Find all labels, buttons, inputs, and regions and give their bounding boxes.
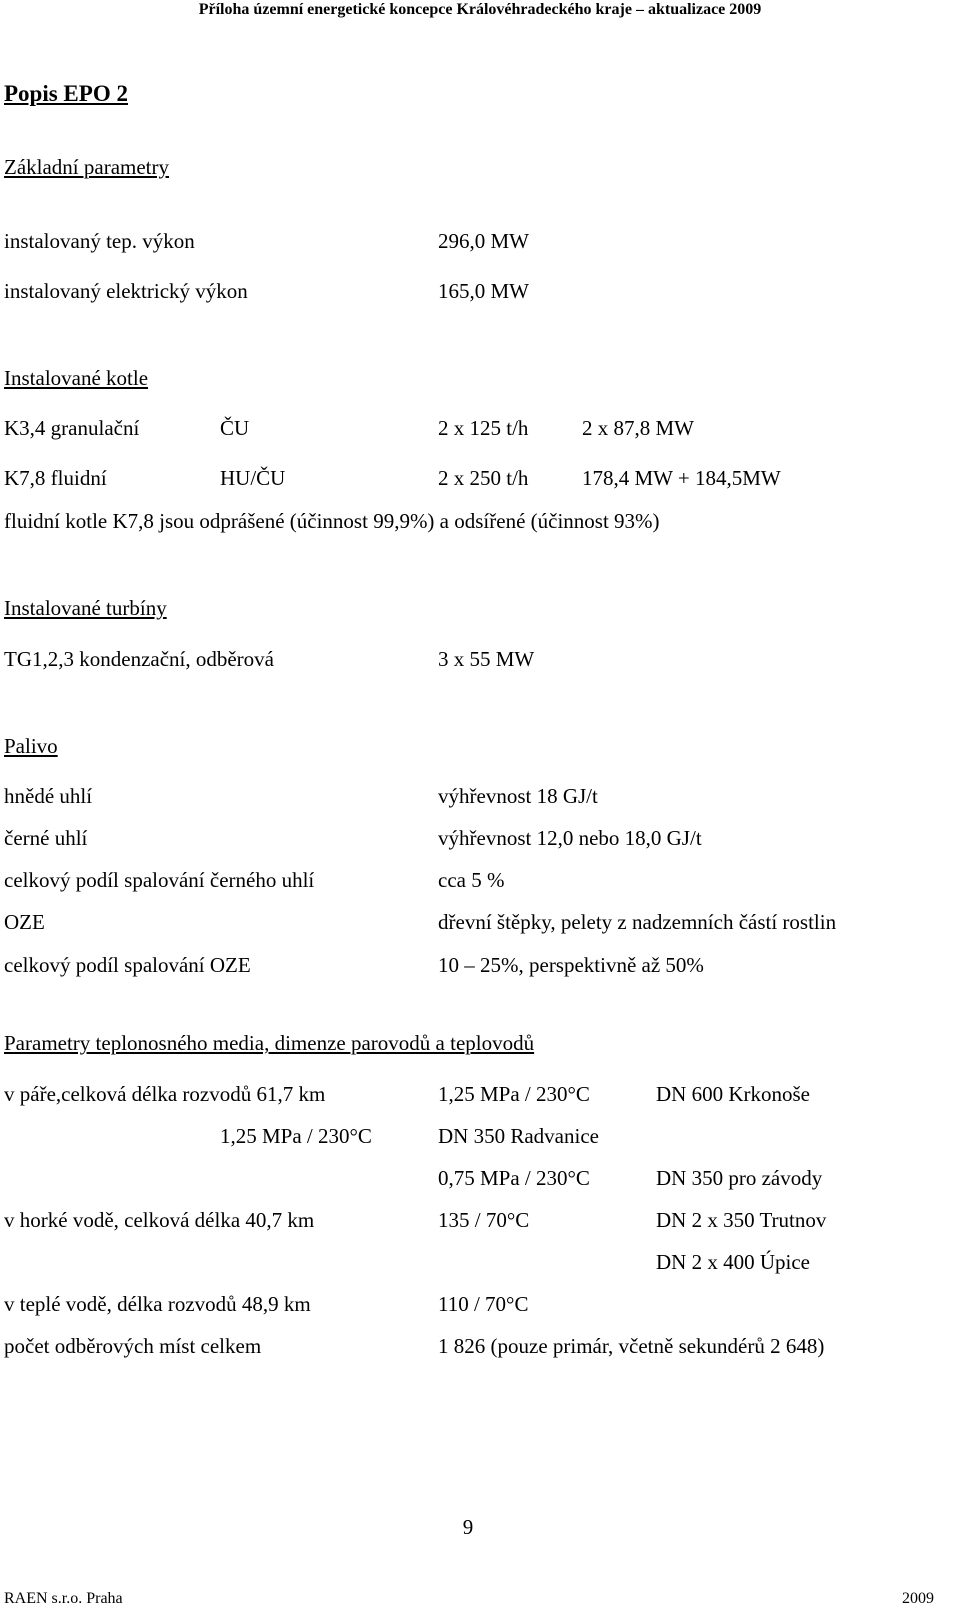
boiler-row-1-fuel: ČU — [220, 416, 250, 440]
warm-water-label: v teplé vodě, délka rozvodů 48,9 km — [4, 1292, 311, 1316]
fuel-heading: Palivo — [4, 734, 58, 758]
offtake-points-value: 1 826 (pouze primár, včetně sekundérů 2 648) — [438, 1334, 825, 1358]
fuel-row-3-value: cca 5 % — [438, 868, 505, 892]
hot-water-dn-2: DN 2 x 400 Úpice — [656, 1250, 810, 1274]
warm-water-param: 110 / 70°C — [438, 1292, 529, 1316]
fuel-row-4-value: dřevní štěpky, pelety z nadzemních částí rostlin — [438, 910, 837, 934]
fuel-row-5-value: 10 – 25%, perspektivně až 50% — [438, 953, 704, 977]
boiler-row-2-fuel: HU/ČU — [220, 466, 286, 490]
boiler-row-2-steam: 2 x 250 t/h — [438, 466, 529, 490]
electric-output-value: 165,0 MW — [438, 279, 529, 303]
page-number: 9 — [462, 1515, 474, 1539]
boiler-row-1-steam: 2 x 125 t/h — [438, 416, 529, 440]
thermal-output-value: 296,0 MW — [438, 229, 529, 253]
steam-label: v páře,celková délka rozvodů 61,7 km — [4, 1082, 326, 1106]
steam-dn-1: DN 600 Krkonoše — [656, 1082, 810, 1106]
boilers-heading: Instalované kotle — [4, 366, 149, 390]
boilers-note: fluidní kotle K7,8 jsou odprášené (účinnost 99,9%) a odsířené (účinnost 93%) — [4, 509, 660, 533]
document-title: Popis EPO 2 — [4, 81, 128, 106]
electric-output-label: instalovaný elektrický výkon — [4, 279, 248, 303]
boiler-row-2-power: 178,4 MW + 184,5MW — [582, 466, 781, 490]
steam-param-3: 0,75 MPa / 230°C — [438, 1166, 590, 1190]
steam-param-2: 1,25 MPa / 230°C — [220, 1124, 372, 1148]
turbines-value: 3 x 55 MW — [438, 647, 535, 671]
hot-water-param: 135 / 70°C — [438, 1208, 530, 1232]
fuel-row-1-value: výhřevnost 18 GJ/t — [438, 784, 598, 808]
steam-dn-3: DN 350 pro závody — [656, 1166, 823, 1190]
offtake-points-label: počet odběrových míst celkem — [4, 1334, 262, 1358]
fuel-row-1-label: hnědé uhlí — [4, 784, 93, 808]
boiler-row-1-power: 2 x 87,8 MW — [582, 416, 694, 440]
footer-company: RAEN s.r.o. Praha — [4, 1590, 123, 1607]
turbines-heading: Instalované turbíny — [4, 596, 167, 620]
fuel-row-5-label: celkový podíl spalování OZE — [4, 953, 251, 977]
steam-dn-2: DN 350 Radvanice — [438, 1124, 599, 1148]
fuel-row-2-value: výhřevnost 12,0 nebo 18,0 GJ/t — [438, 826, 702, 850]
media-heading: Parametry teplonosného media, dimenze parovodů a teplovodů — [4, 1031, 535, 1055]
steam-param-1: 1,25 MPa / 230°C — [438, 1082, 590, 1106]
hot-water-label: v horké vodě, celková délka 40,7 km — [4, 1208, 315, 1232]
page-header: Příloha územní energetické koncepce Královéhradeckého kraje – aktualizace 2009 — [198, 1, 762, 18]
turbines-label: TG1,2,3 kondenzační, odběrová — [4, 647, 274, 671]
fuel-row-2-label: černé uhlí — [4, 826, 88, 850]
fuel-row-4-label: OZE — [4, 910, 45, 934]
fuel-row-3-label: celkový podíl spalování černého uhlí — [4, 868, 315, 892]
thermal-output-label: instalovaný tep. výkon — [4, 229, 195, 253]
boiler-row-1-name: K3,4 granulační — [4, 416, 140, 440]
basic-parameters-heading: Základní parametry — [4, 155, 170, 179]
footer-year: 2009 — [902, 1590, 934, 1607]
hot-water-dn-1: DN 2 x 350 Trutnov — [656, 1208, 827, 1232]
boiler-row-2-name: K7,8 fluidní — [4, 466, 107, 490]
